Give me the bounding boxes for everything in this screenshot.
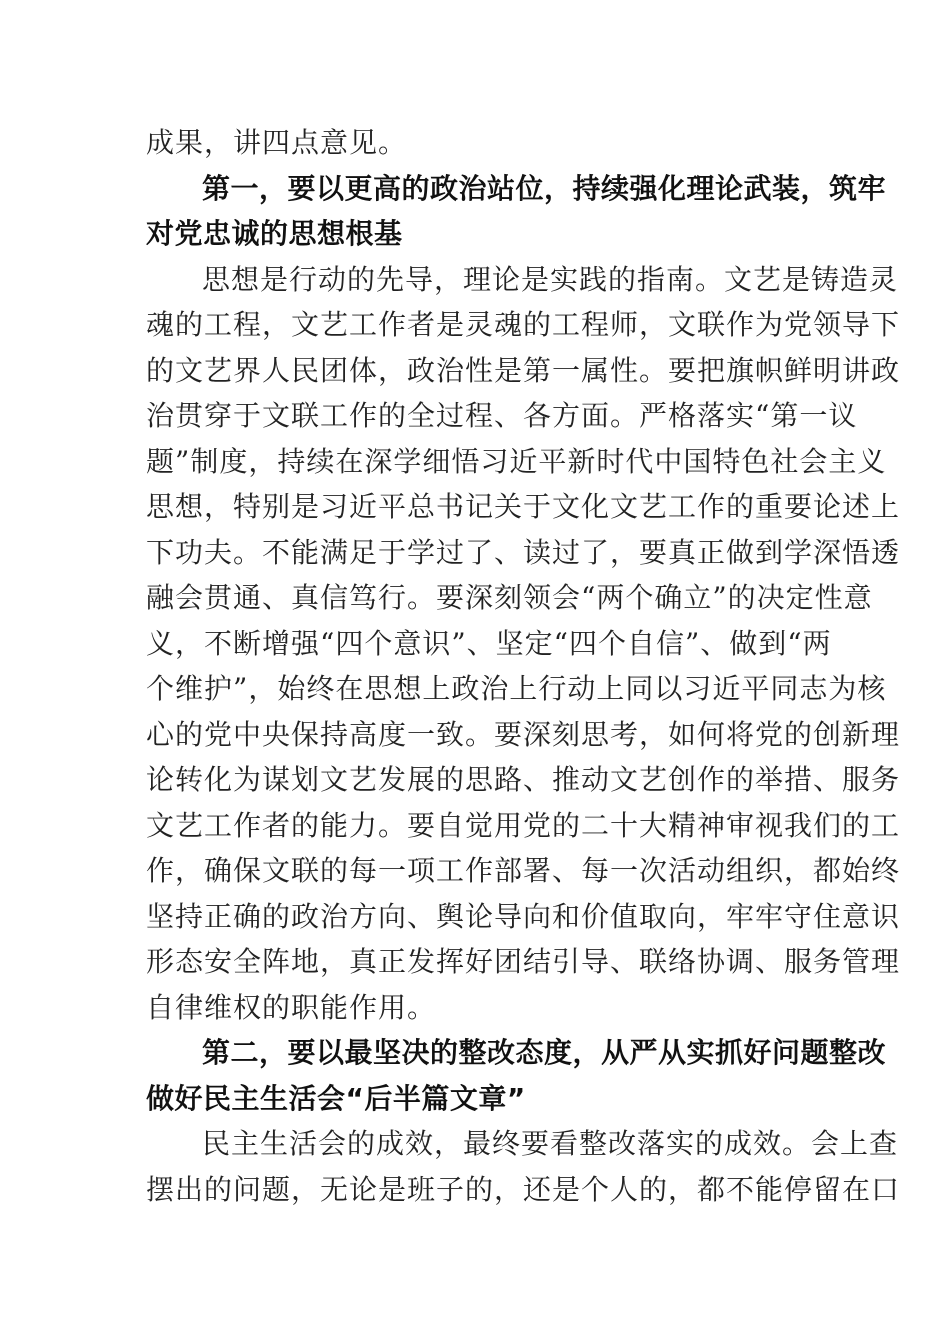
body-text-line: 作，确保文联的每一项工作部署、每一次活动组织，都始终 xyxy=(146,854,901,887)
body-text-line: 民主生活会的成效，最终要看整改落实的成效。会上查 xyxy=(202,1127,899,1160)
body-text-line: 治贯穿于文联工作的全过程、各方面。严格落实“第一议 xyxy=(146,399,858,432)
body-text-line: 心的党中央保持高度一致。要深刻思考，如何将党的创新理 xyxy=(146,718,901,751)
body-text-line: 题”制度，持续在深学细悟习近平新时代中国特色社会主义 xyxy=(146,445,887,478)
body-text-line: 思想，特别是习近平总书记关于文化文艺工作的重要论述上 xyxy=(146,490,901,523)
body-text-line: 的文艺界人民团体，政治性是第一属性。要把旗帜鲜明讲政 xyxy=(146,354,901,387)
body-text-line: 融会贯通、真信笃行。要深刻领会“两个确立”的决定性意 xyxy=(146,581,873,614)
body-text-line: 坚持正确的政治方向、舆论导向和价值取向，牢牢守住意识 xyxy=(146,900,901,933)
body-text-line: 魂的工程，文艺工作者是灵魂的工程师，文联作为党领导下 xyxy=(146,308,901,341)
body-text-line: 形态安全阵地，真正发挥好团结引导、联络协调、服务管理 xyxy=(146,945,901,978)
body-text-line: 自律维权的职能作用。 xyxy=(146,991,437,1024)
section-heading-line: 对党忠诚的思想根基 xyxy=(146,217,403,250)
body-text-line: 下功夫。不能满足于学过了、读过了，要真正做到学深悟透 xyxy=(146,536,901,569)
body-text-line: 思想是行动的先导，理论是实践的指南。文艺是铸造灵 xyxy=(202,263,899,296)
section-heading-line: 第二，要以最坚决的整改态度，从严从实抓好问题整改 xyxy=(202,1036,887,1069)
body-text-line: 成果，讲四点意见。 xyxy=(146,126,408,159)
body-text-line: 义，不断增强“四个意识”、坚定“四个自信”、做到“两 xyxy=(146,627,832,660)
section-heading-line: 第一，要以更高的政治站位，持续强化理论武装，筑牢 xyxy=(202,172,887,205)
section-heading-line: 做好民主生活会“后半篇文章” xyxy=(146,1082,526,1115)
body-text-line: 摆出的问题，无论是班子的，还是个人的，都不能停留在口 xyxy=(146,1173,901,1206)
body-text-line: 论转化为谋划文艺发展的思路、推动文艺创作的举措、服务 xyxy=(146,763,901,796)
body-text-line: 文艺工作者的能力。要自觉用党的二十大精神审视我们的工 xyxy=(146,809,901,842)
body-text-line: 个维护”，始终在思想上政治上行动上同以习近平同志为核 xyxy=(146,672,887,705)
